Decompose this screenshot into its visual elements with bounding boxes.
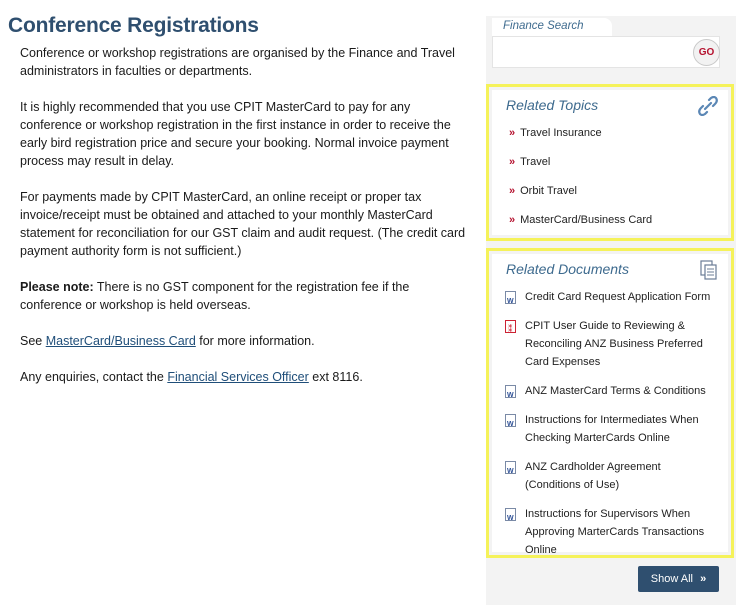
finance-search bbox=[492, 18, 720, 68]
doc-label: Credit Card Request Application Form bbox=[525, 291, 711, 303]
doc-label: Instructions for Supervisors When Approving MarterCards Transactions Online bbox=[525, 508, 705, 556]
note-text: There is no GST component for the registration fee if the conference or workshop is held overseas. bbox=[20, 280, 410, 312]
topic-label: Travel bbox=[520, 156, 551, 168]
word-doc-icon bbox=[505, 291, 516, 304]
see-more-paragraph bbox=[20, 332, 470, 350]
show-all-button[interactable] bbox=[638, 566, 719, 592]
word-doc-icon bbox=[505, 508, 516, 521]
see-prefix: See bbox=[20, 334, 46, 348]
related-topics-heading: Related Topics bbox=[506, 97, 599, 113]
documents-icon bbox=[700, 260, 718, 280]
mastercard-business-card-link[interactable]: MasterCard/Business Card bbox=[45, 334, 196, 348]
financial-services-officer-link[interactable]: Financial Services Officer bbox=[167, 370, 309, 384]
enquiries-prefix: Any enquiries, contact the bbox=[20, 370, 168, 384]
chevron-right-icon: » bbox=[509, 214, 516, 226]
finance-search-label: Finance Search bbox=[492, 18, 612, 36]
enquiries-suffix: ext 8116. bbox=[308, 370, 363, 384]
topic-orbit-travel[interactable] bbox=[509, 185, 577, 197]
topic-label: MasterCard/Business Card bbox=[520, 214, 653, 226]
topic-travel[interactable] bbox=[509, 156, 550, 168]
sidebar bbox=[486, 16, 736, 605]
mastercard-recommendation-paragraph: It is highly recommended that you use CPIT MasterCard to pay for any conference or workshop registration in the first instance in order to receive the early bird registration price and secure your booking. Normal invoice payment process may result in delay. bbox=[20, 100, 451, 168]
doc-label: ANZ Cardholder Agreement (Conditions of Use) bbox=[525, 461, 661, 491]
show-all-label: Show All bbox=[650, 573, 693, 585]
related-documents-heading: Related Documents bbox=[506, 261, 629, 277]
chain-link-icon bbox=[698, 96, 718, 116]
doc-label: Instructions for Intermediates When Checking MarterCards Online bbox=[525, 414, 699, 444]
see-suffix: for more information. bbox=[195, 334, 315, 348]
search-go-button[interactable]: GO bbox=[693, 39, 720, 66]
chevron-right-icon: » bbox=[509, 156, 516, 168]
main-content bbox=[8, 14, 470, 404]
chevron-right-icon: » bbox=[509, 127, 516, 139]
finance-search-input[interactable] bbox=[492, 36, 720, 68]
gst-note-paragraph bbox=[20, 278, 470, 314]
doc-label: CPIT User Guide to Reviewing & Reconciling ANZ Business Preferred Card Expenses bbox=[525, 320, 703, 368]
page-title: Conference Registrations bbox=[8, 14, 259, 37]
chevron-right-icon: » bbox=[700, 573, 707, 585]
enquiries-paragraph bbox=[20, 368, 470, 386]
related-documents-panel bbox=[486, 248, 734, 558]
intro-paragraph: Conference or workshop registrations are organised by the Finance and Travel administrators in faculties or departments. bbox=[20, 46, 455, 78]
topic-travel-insurance[interactable] bbox=[509, 127, 602, 139]
doc-label: ANZ MasterCard Terms & Conditions bbox=[525, 385, 706, 397]
topic-mastercard-business-card[interactable] bbox=[509, 214, 652, 226]
chevron-right-icon: » bbox=[509, 185, 516, 197]
note-label: Please note: bbox=[20, 280, 94, 294]
word-doc-icon bbox=[505, 414, 516, 427]
word-doc-icon bbox=[505, 385, 516, 398]
topic-label: Travel Insurance bbox=[520, 127, 602, 139]
word-doc-icon bbox=[505, 461, 516, 474]
related-topics-panel bbox=[486, 84, 734, 241]
receipt-paragraph: For payments made by CPIT MasterCard, an online receipt or proper tax invoice/receipt must be obtained and attached to your monthly MasterCard statement for reconciliation for our GST claim and audit request. (The credit card payment authority form is not sufficient.) bbox=[20, 190, 466, 258]
topic-label: Orbit Travel bbox=[520, 185, 577, 197]
pdf-icon bbox=[505, 320, 516, 333]
